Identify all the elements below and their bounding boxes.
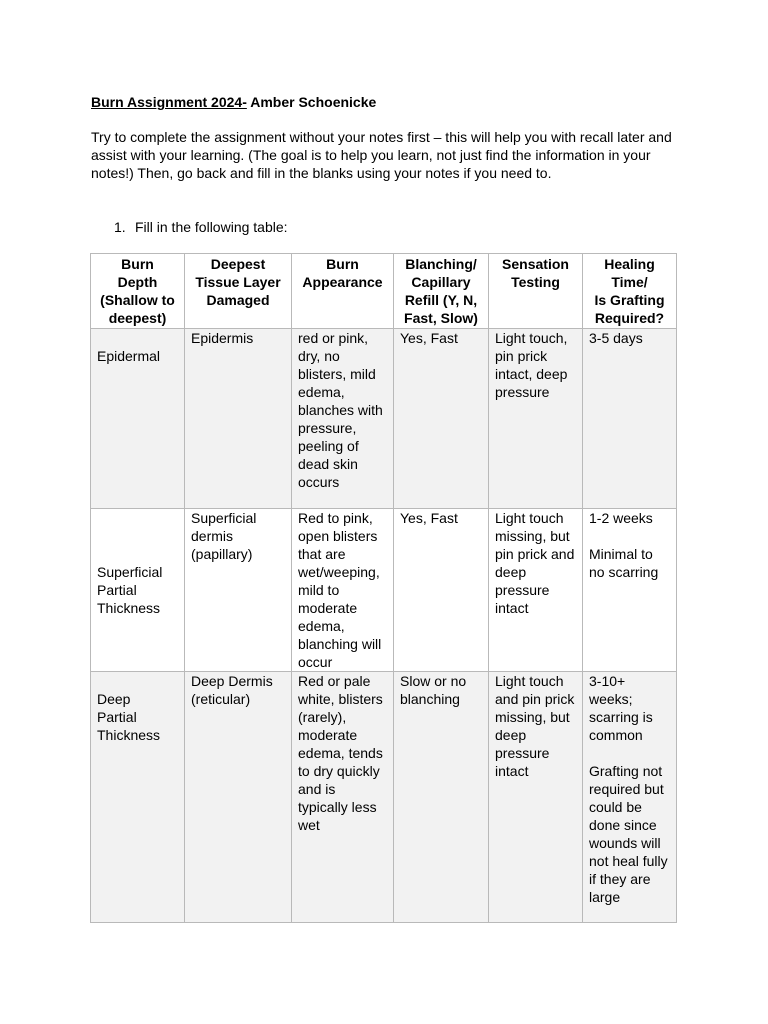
header-tissue-layer: Deepest Tissue Layer Damaged [185, 254, 292, 329]
header-healing: Healing Time/ Is Grafting Required? [583, 254, 677, 329]
cell-blanching: Slow or no blanching [394, 672, 489, 923]
cell-tissue: Superficial dermis (papillary) [185, 509, 292, 672]
header-burn-depth: Burn Depth (Shallow to deepest) [91, 254, 185, 329]
table-row [91, 672, 677, 923]
instruction-number: 1. [114, 219, 126, 235]
header-blanching: Blanching/ Capillary Refill (Y, N, Fast, Slow) [394, 254, 489, 329]
cell-sensation: Light touch and pin prick missing, but deep pressure intact [489, 672, 583, 923]
healing-line: 3-5 days [589, 330, 643, 346]
instruction-item [114, 218, 288, 236]
cell-tissue: Deep Dermis (reticular) [185, 672, 292, 923]
cell-sensation: Light touch missing, but pin prick and deep pressure intact [489, 509, 583, 672]
cell-healing [583, 509, 677, 672]
table-header-row [91, 254, 677, 329]
intro-paragraph: Try to complete the assignment without your notes first – this will help you with recall later and assist with your learning. (The goal is to help you learn, not just find the information in your notes!) Then, go back and fill in the blanks using your notes if you need to. [91, 129, 672, 181]
cell-depth: Epidermal [91, 329, 185, 509]
cell-healing [583, 672, 677, 923]
cell-appearance: Red to pink, open blisters that are wet/weeping, mild to moderate edema, blanching will occur [292, 509, 394, 672]
cell-tissue: Epidermis [185, 329, 292, 509]
title-author: Amber Schoenicke [246, 94, 377, 110]
cell-appearance: Red or pale white, blisters (rarely), moderate edema, tends to dry quickly and is typically less wet [292, 672, 394, 923]
healing-line: 1-2 weeks [589, 510, 653, 526]
healing-line: Grafting not required but could be done since wounds will not heal fully if they are large [589, 763, 668, 905]
cell-appearance: red or pink, dry, no blisters, mild edema, blanches with pressure, peeling of dead skin occurs [292, 329, 394, 509]
header-sensation: Sensation Testing [489, 254, 583, 329]
cell-depth: Superficial Partial Thickness [91, 509, 185, 672]
cell-blanching: Yes, Fast [394, 329, 489, 509]
table-row [91, 509, 677, 672]
instruction-text: Fill in the following table: [135, 219, 288, 235]
header-burn-appearance: Burn Appearance [292, 254, 394, 329]
cell-depth: Deep Partial Thickness [91, 672, 185, 923]
cell-healing [583, 329, 677, 509]
cell-blanching: Yes, Fast [394, 509, 489, 672]
burn-table [90, 253, 677, 923]
healing-line: 3-10+ weeks; scarring is common [589, 673, 653, 743]
table-row [91, 329, 677, 509]
title-underlined: Burn Assignment 2024- [91, 94, 247, 110]
document-title [91, 93, 376, 111]
cell-sensation: Light touch, pin prick intact, deep pressure [489, 329, 583, 509]
healing-line: Minimal to no scarring [589, 546, 659, 580]
